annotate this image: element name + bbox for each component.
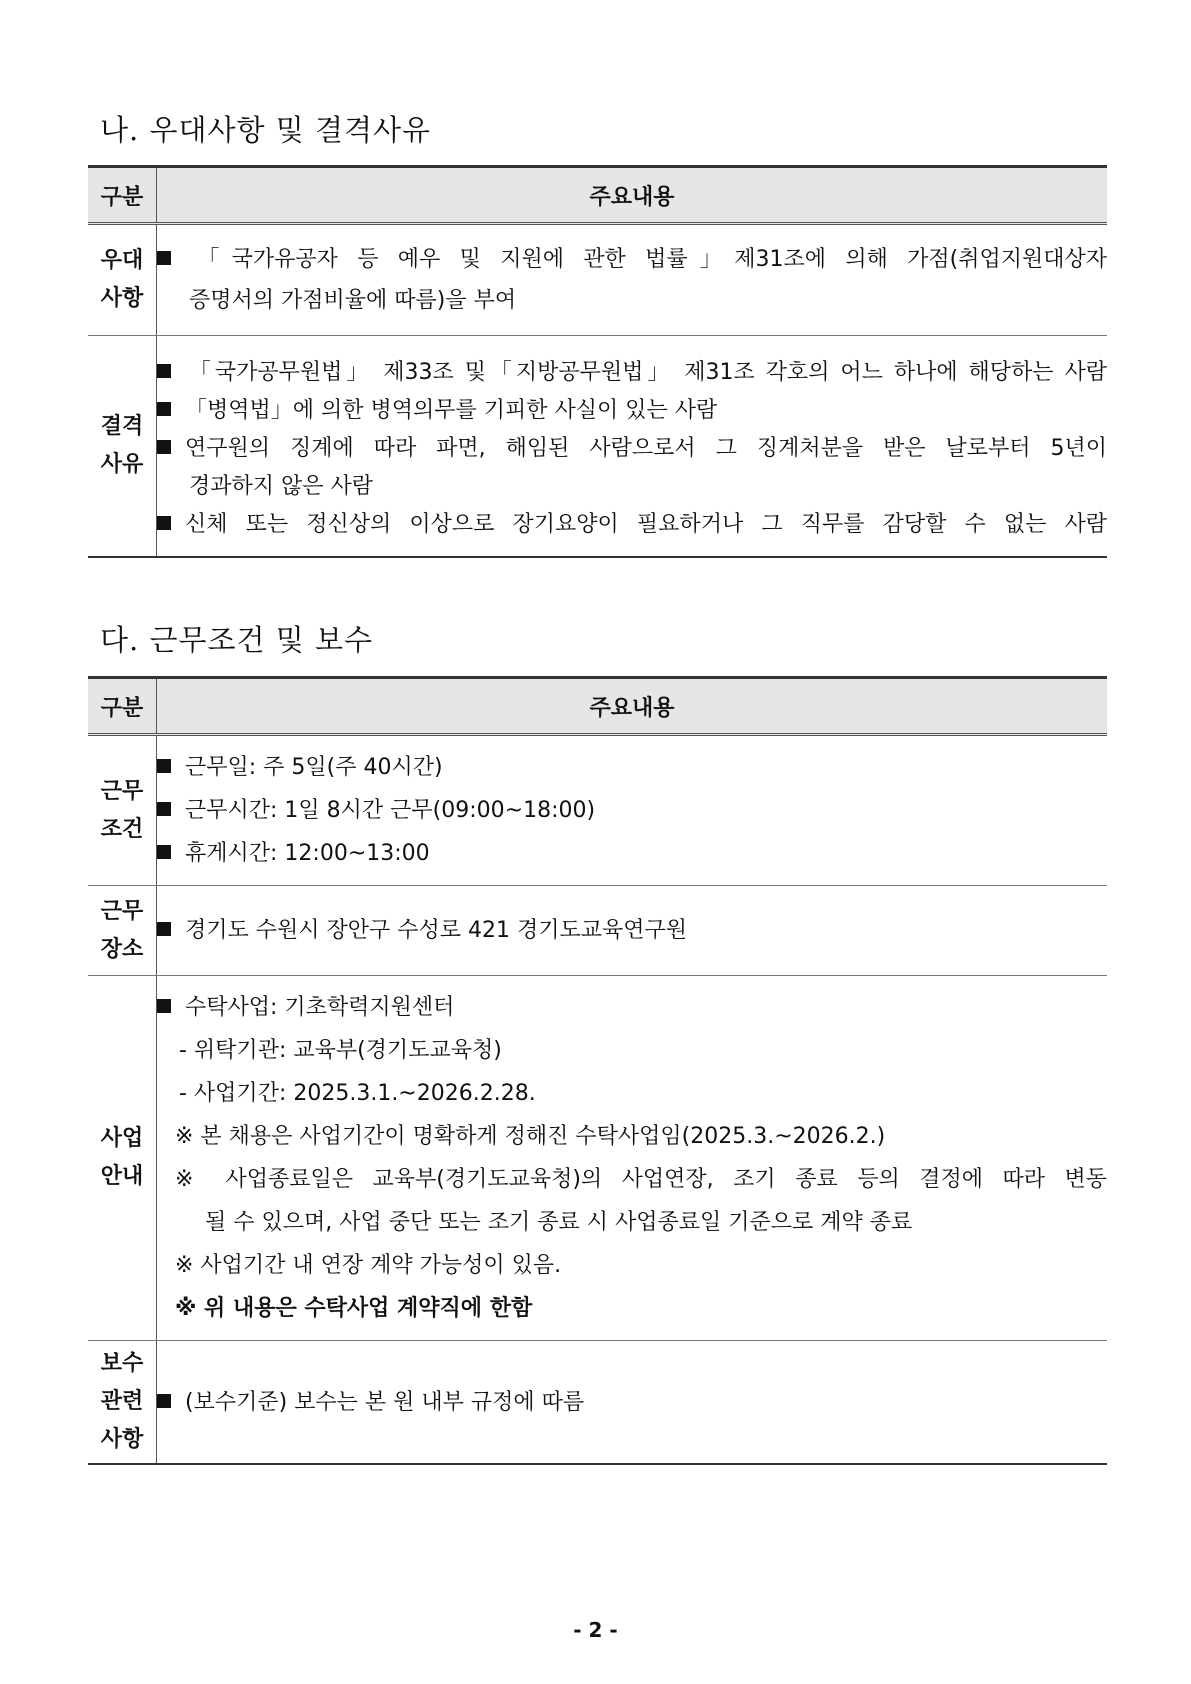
preferences-table bbox=[88, 165, 1107, 558]
work-conditions-table bbox=[88, 676, 1107, 1465]
list-item: (보수기준) 보수는 본 원 내부 규정에 따름 bbox=[157, 1382, 1107, 1423]
column-header-category: 구분 bbox=[88, 167, 157, 224]
row-label bbox=[88, 1341, 157, 1465]
row-label-line: 결격 bbox=[100, 414, 144, 439]
column-header-content: 주요내용 bbox=[157, 167, 1108, 224]
note-item-continuation: 될 수 있으며, 사업 중단 또는 조기 종료 시 사업종료일 기준으로 계약 종료 bbox=[205, 1210, 913, 1235]
column-header-category: 구분 bbox=[88, 678, 157, 735]
row-label-line: 사항 bbox=[100, 286, 144, 311]
section-heading-preferences: 나. 우대사항 및 결격사유 bbox=[100, 113, 432, 147]
list-item: 「국가유공자 등 예우 및 지원에 관한 법률」제31조에 의해 가점(취업지원대상자 bbox=[157, 239, 1107, 280]
row-label bbox=[88, 336, 157, 558]
list-item-continuation: 증명서의 가점비율에 따름)을 부여 bbox=[189, 288, 517, 313]
row-content bbox=[157, 1341, 1108, 1465]
row-label-line: 사유 bbox=[100, 452, 144, 477]
list-item: 「병역법」에 의한 병역의무를 기피한 사실이 있는 사람 bbox=[157, 392, 1107, 430]
bullet-square-icon bbox=[157, 1394, 171, 1408]
row-label-line: 근무 bbox=[100, 778, 144, 804]
row-content bbox=[157, 224, 1108, 336]
list-subitem: - 사업기간: 2025.3.1.~2026.2.28. bbox=[179, 1081, 536, 1106]
bullet-square-icon bbox=[157, 759, 171, 773]
row-label-line: 사항 bbox=[100, 1427, 144, 1452]
note-item: ※ 본 채용은 사업기간이 명확하게 정해진 수탁사업임(2025.3.~2026.2.) bbox=[175, 1124, 886, 1149]
row-label-line: 우대 bbox=[100, 248, 144, 273]
row-label bbox=[88, 224, 157, 336]
bullet-square-icon bbox=[157, 516, 171, 530]
list-item: 연구원의 징계에 따라 파면, 해임된 사람으로서 그 징계처분을 받은 날로부터 5년이 bbox=[157, 430, 1107, 468]
row-label-line: 조건 bbox=[100, 816, 144, 842]
table-row-work-location bbox=[88, 886, 1107, 976]
table-row-salary bbox=[88, 1341, 1107, 1465]
row-label-line: 관련 bbox=[100, 1389, 144, 1414]
bullet-square-icon bbox=[157, 999, 171, 1013]
note-item: ※ 사업기간 내 연장 계약 가능성이 있음. bbox=[175, 1253, 562, 1278]
page-number: - 2 - bbox=[573, 1618, 618, 1642]
table-header-row bbox=[88, 167, 1107, 224]
row-label-line: 사업 bbox=[100, 1126, 144, 1151]
list-item: 신체 또는 정신상의 이상으로 장기요양이 필요하거나 그 직무를 감당할 수 없는 사람 bbox=[157, 506, 1107, 544]
column-header-content: 주요내용 bbox=[157, 678, 1108, 735]
bullet-square-icon bbox=[157, 845, 171, 859]
row-label-line: 보수 bbox=[100, 1351, 144, 1376]
list-item: 「국가공무원법」 제33조 및「지방공무원법」 제31조 각호의 어느 하나에 해당하는 사람 bbox=[157, 354, 1107, 392]
bullet-square-icon bbox=[157, 802, 171, 816]
row-label bbox=[88, 735, 157, 886]
row-label-line: 안내 bbox=[100, 1164, 144, 1189]
note-item-emphasis: ※ 위 내용은 수탁사업 계약직에 한함 bbox=[175, 1296, 533, 1321]
row-label bbox=[88, 886, 157, 976]
list-item: 근무시간: 1일 8시간 근무(09:00~18:00) bbox=[157, 789, 1107, 832]
section-heading-work-conditions: 다. 근무조건 및 보수 bbox=[100, 623, 373, 657]
row-label-line: 근무 bbox=[100, 898, 144, 924]
row-label-line: 장소 bbox=[100, 936, 144, 962]
list-item-continuation: 경과하지 않은 사람 bbox=[189, 474, 374, 499]
list-item: 수탁사업: 기초학력지원센터 bbox=[157, 986, 1107, 1029]
row-content bbox=[157, 336, 1108, 558]
list-item: 근무일: 주 5일(주 40시간) bbox=[157, 746, 1107, 789]
list-item: 휴게시간: 12:00~13:00 bbox=[157, 832, 1107, 875]
bullet-square-icon bbox=[157, 364, 171, 378]
row-label bbox=[88, 976, 157, 1341]
row-content bbox=[157, 976, 1108, 1341]
table-row-work-conditions bbox=[88, 735, 1107, 886]
list-subitem: - 위탁기관: 교육부(경기도교육청) bbox=[179, 1038, 502, 1063]
table-header-row bbox=[88, 678, 1107, 735]
row-content bbox=[157, 886, 1108, 976]
table-row-disqualification bbox=[88, 336, 1107, 558]
bullet-square-icon bbox=[157, 402, 171, 416]
table-row-project-info bbox=[88, 976, 1107, 1341]
list-item: 경기도 수원시 장안구 수성로 421 경기도교육연구원 bbox=[157, 910, 1107, 951]
bullet-square-icon bbox=[157, 922, 171, 936]
table-row-preference bbox=[88, 224, 1107, 336]
row-content bbox=[157, 735, 1108, 886]
note-item: ※ 사업종료일은 교육부(경기도교육청)의 사업연장, 조기 종료 등의 결정에 따라 변동 bbox=[175, 1167, 1107, 1192]
bullet-square-icon bbox=[157, 251, 171, 265]
bullet-square-icon bbox=[157, 440, 171, 454]
